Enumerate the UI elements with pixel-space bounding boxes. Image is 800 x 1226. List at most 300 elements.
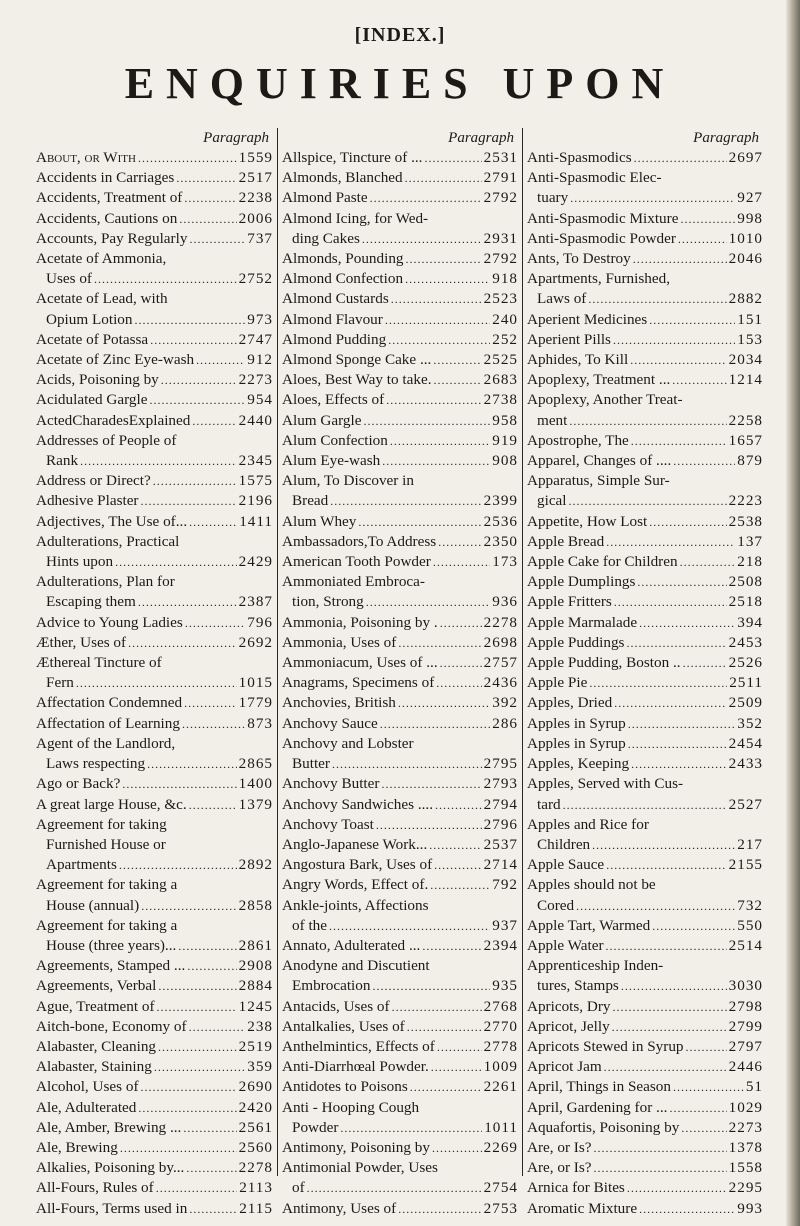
entry-text: Adhesive Plaster xyxy=(36,492,139,510)
leader-dots xyxy=(437,1037,482,1057)
leader-dots xyxy=(141,896,236,916)
paragraph-number: 286 xyxy=(492,714,518,732)
paragraph-number: 1559 xyxy=(238,149,273,166)
paragraph-number: 2387 xyxy=(238,593,273,611)
entry-text: Uses of xyxy=(46,270,92,288)
entry-text: Aloes, Effects of xyxy=(282,391,385,409)
paragraph-label: Paragraph xyxy=(693,130,759,146)
index-entry xyxy=(527,1138,763,1158)
index-entry xyxy=(282,653,518,673)
entry-text: Acetate of Zinc Eye-wash xyxy=(36,351,195,369)
leader-dots xyxy=(390,431,490,451)
leader-dots xyxy=(186,1158,236,1178)
paragraph-number: 2690 xyxy=(238,1078,273,1096)
index-entry xyxy=(36,875,273,915)
entry-text: April, Gardening for ... xyxy=(527,1098,668,1116)
entry-text: Apoplexy, Another Treat- xyxy=(527,391,683,409)
leader-dots xyxy=(434,370,482,390)
entry-text: Apoplexy, Treatment ... xyxy=(527,371,671,389)
index-entry xyxy=(527,956,763,996)
leader-dots xyxy=(613,997,727,1017)
paragraph-number: 2865 xyxy=(238,755,273,773)
paragraph-number: 550 xyxy=(737,916,763,934)
entry-text: Agreements, Verbal xyxy=(36,977,157,995)
entry-text: Apricots, Dry xyxy=(527,997,611,1015)
paragraph-number: 2006 xyxy=(238,209,273,227)
entry-text: Cored xyxy=(537,896,575,914)
entry-text: Annato, Adulterated ... xyxy=(282,936,421,954)
paragraph-number: 918 xyxy=(492,270,518,288)
leader-dots xyxy=(680,552,736,572)
entry-text: Alum Gargle xyxy=(282,411,362,429)
entry-text: Apparel, Changes of .... xyxy=(527,452,672,470)
entry-text: Apples should not be xyxy=(527,876,656,894)
leader-dots xyxy=(392,997,482,1017)
index-entry xyxy=(282,350,518,370)
leader-dots xyxy=(613,330,735,350)
entry-text: Adulterations, Plan for xyxy=(36,573,175,591)
index-entry xyxy=(36,1158,273,1178)
index-entry xyxy=(527,148,763,168)
leader-dots xyxy=(80,451,237,471)
entry-text: Hints upon xyxy=(46,553,114,571)
paragraph-number: 51 xyxy=(745,1078,763,1096)
paragraph-label: Paragraph xyxy=(448,130,514,146)
leader-dots xyxy=(626,633,726,653)
leader-dots xyxy=(388,330,490,350)
leader-dots xyxy=(185,613,245,633)
entry-text: Apples, Dried xyxy=(527,694,613,712)
paragraph-number: 2778 xyxy=(483,1037,518,1055)
leader-dots xyxy=(363,411,490,431)
entry-text: Apple Tart, Warmed xyxy=(527,916,651,934)
index-entry xyxy=(282,835,518,855)
paragraph-number: 2794 xyxy=(483,795,518,813)
paragraph-number: 2345 xyxy=(238,452,273,470)
leader-dots xyxy=(176,168,236,188)
index-entry xyxy=(282,370,518,390)
index-entry xyxy=(527,693,763,713)
index-entry xyxy=(282,552,518,572)
index-entry xyxy=(282,815,518,835)
paragraph-number: 2273 xyxy=(728,1118,763,1136)
leader-dots xyxy=(592,835,735,855)
index-entry xyxy=(527,532,763,552)
index-entry xyxy=(527,1158,763,1178)
entry-text: Furnished House or xyxy=(46,835,166,853)
entry-text: Almond Pudding xyxy=(282,330,387,348)
entry-text: Alabaster, Cleaning xyxy=(36,1037,157,1055)
paragraph-number: 935 xyxy=(492,977,518,995)
index-entry xyxy=(36,613,273,633)
entry-text: Fern xyxy=(46,674,74,692)
index-entry xyxy=(36,168,273,188)
index-entry xyxy=(282,1057,518,1077)
index-entry xyxy=(527,754,763,774)
leader-dots xyxy=(376,815,482,835)
index-entry xyxy=(282,1199,518,1219)
entry-text: Accidents in Carriages xyxy=(36,169,175,187)
index-entry xyxy=(282,512,518,532)
index-entry xyxy=(36,734,273,774)
index-entry xyxy=(282,1158,518,1198)
leader-dots xyxy=(594,1138,727,1158)
leader-dots xyxy=(681,1118,726,1138)
paragraph-number: 359 xyxy=(247,1058,273,1076)
entry-text: ding Cakes xyxy=(292,229,360,247)
index-entry xyxy=(282,572,518,612)
paragraph-number: 2770 xyxy=(483,1017,518,1035)
entry-text: Alkalies, Poisoning by... xyxy=(36,1159,185,1177)
paragraph-number: 2683 xyxy=(483,371,518,389)
entry-text: April, Things in Season xyxy=(527,1078,671,1096)
index-entry xyxy=(36,471,273,491)
index-entry xyxy=(36,512,273,532)
index-entry xyxy=(527,592,763,612)
index-entry xyxy=(282,148,518,168)
leader-dots xyxy=(154,1057,245,1077)
leader-dots xyxy=(429,835,481,855)
paragraph-number: 2261 xyxy=(483,1078,518,1096)
entry-text: Alum Eye-wash xyxy=(282,452,381,470)
index-entry xyxy=(282,249,518,269)
paragraph-number: 2278 xyxy=(238,1159,273,1177)
entry-text: Anagrams, Specimens of xyxy=(282,674,435,692)
leader-dots xyxy=(673,1077,744,1097)
entry-text: Aromatic Mixture xyxy=(527,1199,638,1217)
index-entry xyxy=(282,875,518,895)
leader-dots xyxy=(405,269,490,289)
paragraph-label: Paragraph xyxy=(203,130,269,146)
entry-text: Apples in Syrup xyxy=(527,714,626,732)
leader-dots xyxy=(149,390,245,410)
paragraph-number: 2350 xyxy=(483,532,518,550)
index-entry xyxy=(36,491,273,511)
index-entry xyxy=(36,249,273,289)
leader-dots xyxy=(405,168,482,188)
leader-dots xyxy=(627,1178,727,1198)
index-entry xyxy=(527,1017,763,1037)
entry-text: tures, Stamps xyxy=(537,977,619,995)
paragraph-number: 2884 xyxy=(238,977,273,995)
page-edge-shadow xyxy=(786,0,800,1226)
paragraph-number: 908 xyxy=(492,452,518,470)
paragraph-number: 2436 xyxy=(483,674,518,692)
index-entry xyxy=(36,1077,273,1097)
leader-dots xyxy=(196,350,245,370)
entry-text: Acetate of Potassa xyxy=(36,330,149,348)
leader-dots xyxy=(187,956,236,976)
index-entry xyxy=(282,997,518,1017)
leader-dots xyxy=(178,936,236,956)
entry-text: of xyxy=(292,1179,305,1197)
paragraph-number: 2692 xyxy=(238,633,273,651)
leader-dots xyxy=(94,269,237,289)
entry-text: Apples and Rice for xyxy=(527,815,649,833)
entry-text: Ale, Amber, Brewing ... xyxy=(36,1118,182,1136)
column-entries xyxy=(527,148,763,1219)
index-column-2 xyxy=(277,128,522,1217)
entry-text: Opium Lotion xyxy=(46,310,133,328)
entry-text: Ammoniacum, Uses of ... xyxy=(282,654,438,672)
leader-dots xyxy=(330,491,481,511)
index-entry xyxy=(527,431,763,451)
paragraph-number: 2155 xyxy=(728,856,763,874)
paragraph-number: 137 xyxy=(737,532,763,550)
index-entry xyxy=(527,471,763,511)
entry-text: Ammoniated Embroca- xyxy=(282,573,425,591)
index-entry xyxy=(282,855,518,875)
index-entry xyxy=(527,997,763,1017)
index-entry xyxy=(527,350,763,370)
leader-dots xyxy=(570,188,735,208)
paragraph-number: 919 xyxy=(492,431,518,449)
index-column-3 xyxy=(522,128,767,1217)
entry-text: All-Fours, Rules of xyxy=(36,1179,154,1197)
entry-text: Accounts, Pay Regularly xyxy=(36,229,188,247)
entry-text: Apple Pie xyxy=(527,674,588,692)
paragraph-number: 2454 xyxy=(728,734,763,752)
paragraph-number: 2113 xyxy=(239,1179,273,1197)
entry-text: Butter xyxy=(292,755,330,773)
entry-text: Agreement for taking a xyxy=(36,916,178,934)
entry-text: Ale, Brewing xyxy=(36,1138,118,1156)
entry-text: Apparatus, Simple Sur- xyxy=(527,472,670,490)
paragraph-number: 2511 xyxy=(729,674,763,692)
paragraph-number: 2046 xyxy=(728,250,763,268)
paragraph-number: 2429 xyxy=(238,553,273,571)
paragraph-number: 927 xyxy=(737,189,763,207)
paragraph-number: 218 xyxy=(737,553,763,571)
entry-text: Anchovy and Lobster xyxy=(282,734,414,752)
leader-dots xyxy=(633,249,727,269)
leader-dots xyxy=(430,875,490,895)
index-entry xyxy=(282,936,518,956)
entry-text: Advice to Young Ladies xyxy=(36,613,183,631)
leader-dots xyxy=(380,714,490,734)
paragraph-number: 1011 xyxy=(484,1118,518,1136)
paragraph-number: 2453 xyxy=(728,633,763,651)
paragraph-number: 2394 xyxy=(483,936,518,954)
index-entry xyxy=(527,774,763,814)
entry-text: ment xyxy=(537,411,568,429)
index-entry xyxy=(527,1118,763,1138)
leader-dots xyxy=(606,936,727,956)
entry-text: Apricot Jam xyxy=(527,1058,602,1076)
entry-text: Antalkalies, Uses of xyxy=(282,1017,405,1035)
leader-dots xyxy=(604,1057,727,1077)
entry-text: Escaping them xyxy=(46,593,136,611)
entry-text: Apples in Syrup xyxy=(527,734,626,752)
paragraph-number: 2697 xyxy=(728,149,763,166)
paragraph-number: 2295 xyxy=(728,1179,763,1197)
entry-text: Children xyxy=(537,835,591,853)
leader-dots xyxy=(340,1118,482,1138)
leader-dots xyxy=(639,1199,735,1219)
entry-text: Angostura Bark, Uses of xyxy=(282,856,433,874)
index-entry xyxy=(527,370,763,390)
index-entry xyxy=(282,431,518,451)
entry-text: Apples, Served with Cus- xyxy=(527,775,684,793)
leader-dots xyxy=(183,1118,236,1138)
paragraph-number: 2753 xyxy=(483,1199,518,1217)
paragraph-number: 796 xyxy=(247,613,273,631)
index-entry xyxy=(527,451,763,471)
index-entry xyxy=(527,229,763,249)
index-entry xyxy=(36,956,273,976)
entry-text: Æthereal Tincture of xyxy=(36,654,162,672)
index-entry xyxy=(527,1057,763,1077)
entry-text: Acetate of Lead, with xyxy=(36,290,168,308)
leader-dots xyxy=(307,1178,482,1198)
paragraph-number: 1779 xyxy=(238,694,273,712)
index-entry xyxy=(36,411,273,431)
index-column-1 xyxy=(32,128,277,1217)
entry-text: Ago or Back? xyxy=(36,775,121,793)
leader-dots xyxy=(669,1098,726,1118)
paragraph-number: 2698 xyxy=(483,633,518,651)
paragraph-number: 252 xyxy=(492,330,518,348)
paragraph-number: 2440 xyxy=(238,411,273,429)
entry-text: Aperient Medicines xyxy=(527,310,648,328)
index-entry xyxy=(527,310,763,330)
index-entry xyxy=(36,188,273,208)
entry-text: Almonds, Pounding xyxy=(282,250,404,268)
index-entry xyxy=(527,269,763,309)
leader-dots xyxy=(385,310,490,330)
entry-text: Accidents, Cautions on xyxy=(36,209,178,227)
index-entry xyxy=(36,1178,273,1198)
index-entry xyxy=(527,734,763,754)
paragraph-number: 3030 xyxy=(728,977,763,995)
paragraph-number: 998 xyxy=(737,209,763,227)
leader-dots xyxy=(138,592,237,612)
entry-text: Anchovy Butter xyxy=(282,775,380,793)
entry-text: Almond Custards xyxy=(282,290,389,308)
index-entry xyxy=(527,1178,763,1198)
index-entry xyxy=(527,633,763,653)
paragraph-number: 2034 xyxy=(728,351,763,369)
index-entry xyxy=(527,1037,763,1057)
paragraph-number: 2931 xyxy=(483,229,518,247)
entry-text: Acetate of Ammonia, xyxy=(36,250,167,268)
paragraph-number: 1575 xyxy=(238,472,273,490)
paragraph-number: 879 xyxy=(737,452,763,470)
entry-text: Almond Icing, for Wed- xyxy=(282,209,429,227)
leader-dots xyxy=(652,916,735,936)
index-entry xyxy=(527,1077,763,1097)
entry-text: Anchovy Toast xyxy=(282,815,374,833)
entry-text: Apprenticeship Inden- xyxy=(527,957,664,975)
leader-dots xyxy=(606,855,726,875)
entry-text: Antidotes to Poisons xyxy=(282,1078,408,1096)
index-entry xyxy=(36,714,273,734)
leader-dots xyxy=(182,714,245,734)
leader-dots xyxy=(141,1077,237,1097)
paragraph-number: 958 xyxy=(492,411,518,429)
index-entry xyxy=(527,168,763,208)
leader-dots xyxy=(150,330,236,350)
entry-text: Æther, Uses of xyxy=(36,633,127,651)
leader-dots xyxy=(649,310,735,330)
index-entry xyxy=(36,148,273,168)
column-entries xyxy=(282,148,518,1219)
entry-text: Anthelmintics, Effects of xyxy=(282,1037,435,1055)
index-entry xyxy=(527,1199,763,1219)
paragraph-number: 2273 xyxy=(238,371,273,389)
entry-text: Almond Flavour xyxy=(282,310,383,328)
leader-dots xyxy=(639,613,735,633)
paragraph-number: 993 xyxy=(737,1199,763,1217)
paragraph-number: 2278 xyxy=(483,613,518,631)
index-entry xyxy=(527,815,763,855)
entry-text: Agent of the Landlord, xyxy=(36,734,176,752)
index-entry xyxy=(282,471,518,511)
entry-text: Apple Sauce xyxy=(527,856,605,874)
paragraph-number: 2799 xyxy=(728,1017,763,1035)
paragraph-number: 1400 xyxy=(238,775,273,793)
entry-text: Anti - Hooping Cough xyxy=(282,1098,420,1116)
paragraph-number: 737 xyxy=(247,229,273,247)
entry-text: Bread xyxy=(292,492,329,510)
index-entry xyxy=(282,613,518,633)
leader-dots xyxy=(649,512,726,532)
leader-dots xyxy=(119,855,237,875)
leader-dots xyxy=(432,1138,482,1158)
index-entry xyxy=(282,330,518,350)
paragraph-number: 2519 xyxy=(238,1037,273,1055)
index-entry xyxy=(282,633,518,653)
leader-dots xyxy=(612,1017,727,1037)
index-entry xyxy=(36,289,273,329)
index-entry xyxy=(36,693,273,713)
paragraph-number: 2223 xyxy=(728,492,763,510)
leader-dots xyxy=(614,592,727,612)
paragraph-number: 973 xyxy=(247,310,273,328)
entry-text: Aitch-bone, Economy of xyxy=(36,1017,187,1035)
leader-dots xyxy=(332,754,482,774)
leader-dots xyxy=(157,997,237,1017)
paragraph-number: 394 xyxy=(737,613,763,631)
entry-text: Anti-Diarrhœal Powder. xyxy=(282,1058,429,1076)
index-entry xyxy=(527,1098,763,1118)
entry-text: of the xyxy=(292,916,328,934)
index-entry xyxy=(36,370,273,390)
entry-text: Apple Bread xyxy=(527,532,605,550)
index-entry xyxy=(36,1118,273,1138)
index-entry xyxy=(282,310,518,330)
index-entry xyxy=(36,916,273,956)
paragraph-number: 1657 xyxy=(728,431,763,449)
entry-text: Apple Fritters xyxy=(527,593,612,611)
leader-dots xyxy=(192,411,236,431)
index-entry xyxy=(282,532,518,552)
index-entry xyxy=(282,734,518,774)
leader-dots xyxy=(382,451,490,471)
leader-dots xyxy=(594,1158,727,1178)
entry-text: Anodyne and Discutient xyxy=(282,957,430,975)
leader-dots xyxy=(189,512,237,532)
entry-text: Almond Sponge Cake ... xyxy=(282,351,432,369)
entry-text: ActedCharadesExplained xyxy=(36,411,191,429)
index-entry xyxy=(36,532,273,572)
leader-dots xyxy=(122,774,236,794)
leader-dots xyxy=(686,1037,727,1057)
paragraph-number: 1029 xyxy=(728,1098,763,1116)
entry-text: Agreement for taking a xyxy=(36,876,178,894)
leader-dots xyxy=(161,370,237,390)
page-title: ENQUIRIES UPON xyxy=(124,59,676,108)
